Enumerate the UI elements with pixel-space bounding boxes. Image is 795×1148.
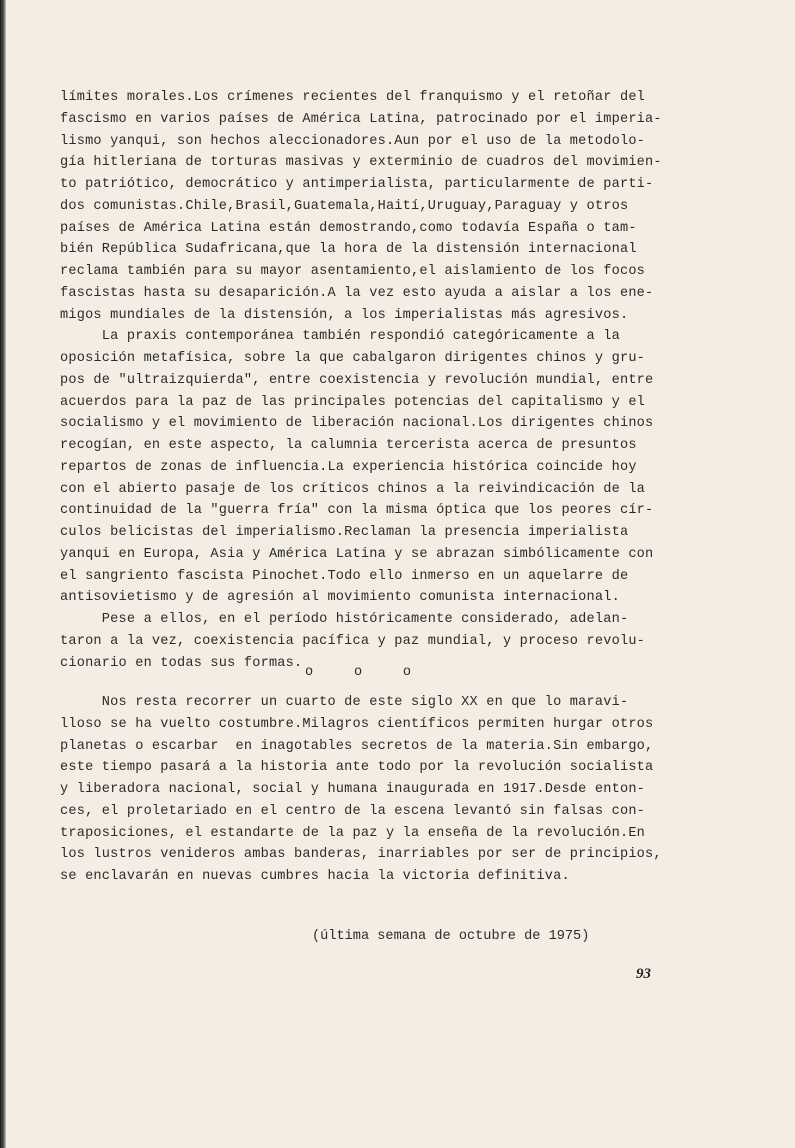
text-line: acuerdos para la paz de las principales potencias del capitalismo y el: [60, 394, 646, 410]
text-line: taron a la vez, coexistencia pacífica y paz mundial, y proceso revolu-: [60, 633, 646, 649]
text-line: con el abierto pasaje de los críticos chinos a la reivindicación de la: [60, 481, 646, 497]
text-line: los lustros venideros ambas banderas, inarriables por ser de principios,: [60, 847, 662, 863]
body-text-part1: [60, 87, 780, 674]
text-line: Nos resta recorrer un cuarto de este siglo XX en que lo maravi-: [60, 695, 629, 710]
text-line: y liberadora nacional, social y humana inaugurada en 1917.Desde enton-: [60, 782, 646, 797]
text-line: este tiempo pasará a la historia ante todo por la revolución socialista: [60, 760, 654, 776]
text-line: yanqui en Europa, Asia y América Latina y se abrazan simbólicamente con: [60, 546, 654, 562]
text-line: traposiciones, el estandarte de la paz y la enseña de la revolución.En: [60, 825, 646, 841]
text-line: culos belicistas del imperialismo.Reclaman la presencia imperialista: [60, 525, 629, 540]
text-line: reclama también para su mayor asentamiento,el aislamiento de los focos: [60, 264, 646, 279]
text-line: continuidad de la "guerra fría" con la misma óptica que los peores cír-: [60, 503, 654, 519]
text-line: antisovietismo y de agresión al movimiento comunista internacional.: [60, 590, 620, 606]
text-line: Pese a ellos, en el período históricamente considerado, adelan-: [60, 612, 629, 627]
text-line: pos de "ultraizquierda", entre coexistencia y revolución mundial, entre: [60, 372, 654, 388]
text-line: oposición metafísica, sobre la que cabalgaron dirigentes chinos y gru-: [60, 351, 646, 366]
page-number: 93: [636, 966, 651, 982]
text-line: recogían, en este aspecto, la calumnia tercerista acerca de presuntos: [60, 438, 637, 453]
text-line: migos mundiales de la distensión, a los imperialistas más agresivos.: [60, 307, 629, 323]
text-line: gía hitleriana de torturas masivas y exterminio de cuadros del movimien-: [60, 155, 662, 171]
text-line: límites morales.Los crímenes recientes del franquismo y el retoñar del: [60, 90, 646, 105]
text-line: ces, el proletariado en el centro de la escena levantó sin falsas con-: [60, 803, 646, 819]
section-separator: o o o: [305, 665, 412, 680]
text-line: lismo yanqui, son hechos aleccionadores.Aun por el uso de la metodolo-: [60, 133, 646, 149]
text-line: el sangriento fascista Pinochet.Todo ello inmerso en un aquelarre de: [60, 568, 629, 584]
text-line: lloso se ha vuelto costumbre.Milagros científicos permiten hurgar otros: [60, 716, 654, 732]
text-line: se enclavarán en nuevas cumbres hacia la victoria definitiva.: [60, 869, 570, 884]
text-line: to patriótico, democrático y antimperialista, particularmente de parti-: [60, 177, 654, 192]
page-spine-shadow: [0, 0, 6, 1148]
dateline: (última semana de octubre de 1975): [312, 929, 590, 944]
text-line: planetas o escarbar en inagotables secretos de la materia.Sin embargo,: [60, 738, 654, 754]
body-text-part2: [60, 692, 780, 888]
text-line: socialismo y el movimiento de liberación nacional.Los dirigentes chinos: [60, 416, 654, 432]
text-line: repartos de zonas de influencia.La experiencia histórica coincide hoy: [60, 459, 637, 475]
text-line: La praxis contemporánea también respondió categóricamente a la: [60, 329, 620, 345]
text-line: fascismo en varios países de América Latina, patrocinado por el imperia-: [60, 111, 662, 127]
text-line: cionario en todas sus formas.: [60, 655, 303, 671]
text-line: dos comunistas.Chile,Brasil,Guatemala,Haití,Uruguay,Paraguay y otros: [60, 198, 629, 214]
text-line: bién República Sudafricana,que la hora de la distensión internacional: [60, 242, 637, 258]
text-line: fascistas hasta su desaparición.A la vez esto ayuda a aislar a los ene-: [60, 285, 654, 301]
text-line: países de América Latina están demostrando,como todavía España o tam-: [60, 220, 637, 236]
